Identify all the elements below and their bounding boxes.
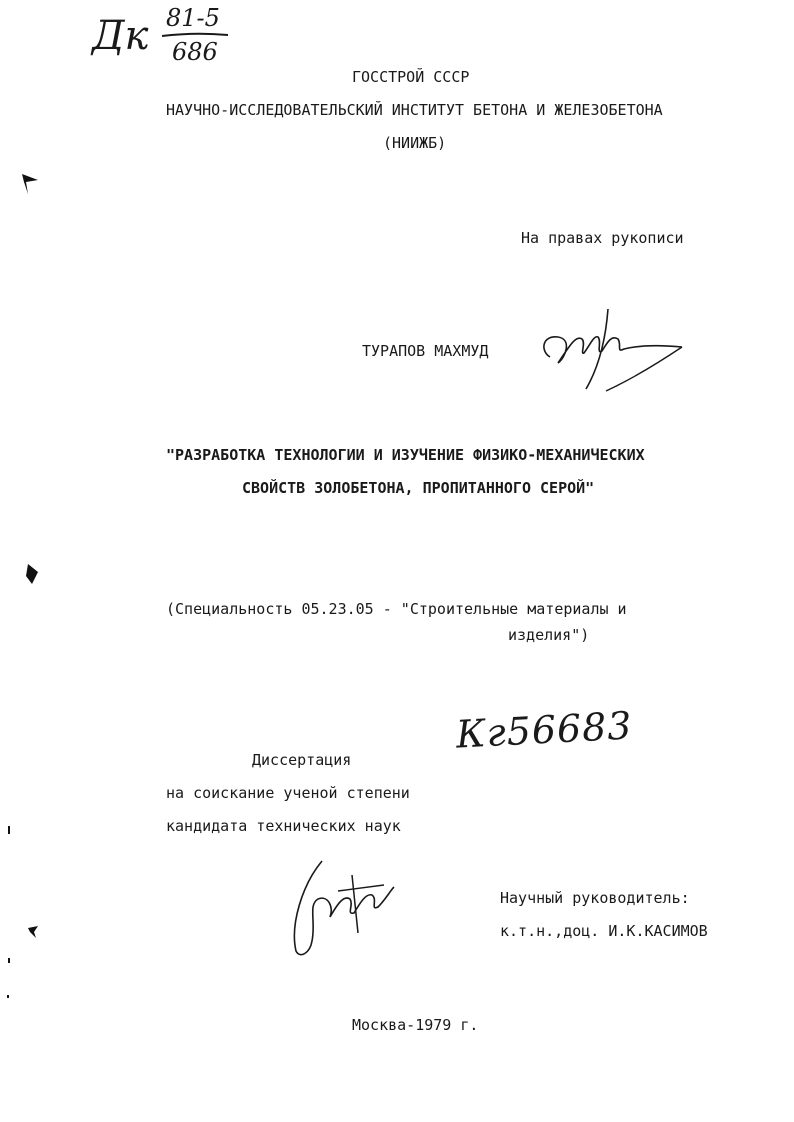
institute-name: НАУЧНО-ИССЛЕДОВАТЕЛЬСКИЙ ИНСТИТУТ БЕТОНА И ЖЕЛЕЗОБЕТОНА <box>166 101 663 119</box>
degree-line-3: кандидата технических наук <box>166 817 401 835</box>
author-name: ТУРАПОВ МАХМУД <box>362 342 489 360</box>
scan-speck <box>8 958 10 963</box>
institute-abbreviation: (НИИЖБ) <box>383 134 447 152</box>
specialty-line-2: изделия") <box>508 626 590 644</box>
rights-note: На правах рукописи <box>521 229 684 247</box>
degree-line-1: Диссертация <box>252 751 352 769</box>
specialty-line-1: (Специальность 05.23.05 - "Строительные материалы и <box>166 600 627 618</box>
agency-name: ГОССТРОЙ СССР <box>352 68 470 86</box>
handwritten-prefix: Дк <box>92 13 149 59</box>
supervisor-name: к.т.н.,доц. И.К.КАСИМОВ <box>500 922 708 940</box>
degree-line-2: на соискание ученой степени <box>166 784 410 802</box>
binding-mark-middle <box>24 562 42 586</box>
scan-speck <box>7 995 9 998</box>
handwritten-catalogue-code: Кг56683 <box>454 703 634 757</box>
supervisor-signature <box>282 855 402 965</box>
author-signature <box>536 305 686 395</box>
binding-mark-top <box>20 168 44 196</box>
dissertation-title-line-2: СВОЙСТВ ЗОЛОБЕТОНА, ПРОПИТАННОГО СЕРОЙ" <box>242 479 595 497</box>
binding-mark-bottom <box>26 922 42 940</box>
scan-speck <box>8 826 10 834</box>
place-and-year: Москва-1979 г. <box>352 1016 479 1034</box>
dissertation-title-line-1: "РАЗРАБОТКА ТЕХНОЛОГИИ И ИЗУЧЕНИЕ ФИЗИКО-МЕХАНИЧЕСКИХ <box>166 446 645 464</box>
handwritten-denominator: 686 <box>172 38 218 66</box>
supervisor-label: Научный руководитель: <box>500 889 690 907</box>
handwritten-numerator: 81-5 <box>166 4 220 32</box>
